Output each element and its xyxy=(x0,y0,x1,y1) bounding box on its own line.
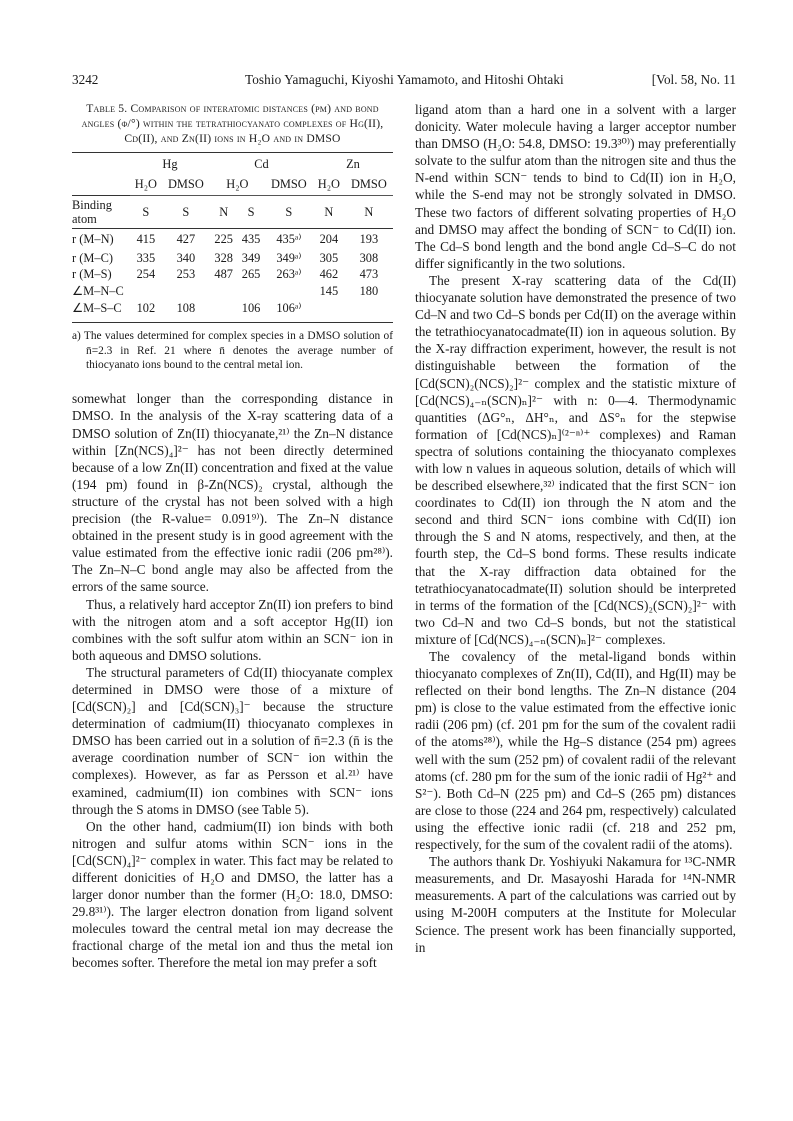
paragraph: On the other hand, cadmium(II) ion binds with both nitrogen and sulfur atoms within SCN⁻ ions in the [Cd(SCN)₄]²⁻ complex in water. This fact may be related to different donicities of H₂O and DMSO, the latter has a larger donor number than the former (H₂O: 18.0, DMSO: 29.8³¹⁾). The larger electron donation from ligand solvent molecules toward the central metal ion may decrease the fractional charge of the metal ion and thus the metal ion becomes softer. Therefore the metal ion may prefer a soft xyxy=(72,818,393,971)
metal-header: Hg xyxy=(130,153,210,173)
table-cell: S xyxy=(162,196,210,229)
table-cell xyxy=(130,283,162,300)
table-cell: 340 xyxy=(176,250,196,265)
table-cell: N xyxy=(313,196,345,229)
table-cell: 462 xyxy=(319,267,339,282)
table-cell: N xyxy=(345,196,393,229)
table-cell: 108 xyxy=(176,300,196,315)
table-cell: 106ᵃ⁾ xyxy=(276,300,302,315)
comparison-table xyxy=(72,152,393,323)
table-cell xyxy=(345,300,393,323)
table-header-solvents xyxy=(72,173,393,196)
metal-header: Zn xyxy=(313,153,393,173)
row-label: Binding atom xyxy=(72,196,130,229)
table-cell: 225 xyxy=(210,229,237,250)
solvent-header: DMSO xyxy=(162,173,210,196)
paragraph: The present X-ray scattering data of the Cd(II) thiocyanate solution have demonstrated the presence of two Cd–N and two Cd–S bonds per Cd(II) on the average within the tetrathiocyanatocadmate(II) ion in aqueous solution. By the X-ray diffraction experiment, however, the result is not distinguishable between the formation of the [Cd(SCN)₂(NCS)₂]²⁻ complex and the statistic mixture of [Cd(NCS)₄₋ₙ(SCN)ₙ]²⁻ with n: 0—4. Thermodynamic quantities (ΔG°ₙ, ΔH°ₙ, and ΔS°ₙ for the stepwise formation of [Cd(NCS)ₙ]⁽²⁻ⁿ⁾⁺ complexes) and Raman spectra of solutions containing the thiocyanato complexes with low n values in aqueous solution, details of which will be described elsewhere,³²⁾ indicated that the first SCN⁻ ion coordinates to Cd(II) ion through the N atom and the second and third SCN⁻ ions combine with Cd(II) ion through the S and N atoms, respectively, and then, at the fourth step, the Cd–S bond forms. These results indicate that the X-ray diffraction data obtained for the tetrathiocyanatocadmate(II) solution should be interpreted in terms of the formation of the [Cd(NCS)₂(SCN)₂]²⁻ with two Cd–N and two Cd–S bonds, but not the statistical mixture of [Cd(NCS)₄₋ₙ(SCN)ₙ]²⁻ complexes. xyxy=(415,272,736,647)
solvent-header: H₂O xyxy=(210,173,265,196)
paragraph: Thus, a relatively hard acceptor Zn(II) ion prefers to bind with the nitrogen atom and a soft acceptor Hg(II) ion combines with the soft sulfur atom within an SCN⁻ ion in both aqueous and DMSO solutions. xyxy=(72,596,393,663)
table-row xyxy=(72,283,393,300)
table-cell: 435ᵃ⁾ xyxy=(265,229,313,250)
page-number: 3242 xyxy=(72,72,99,87)
row-label: r (M–N) xyxy=(72,229,130,250)
table-cell: 487 xyxy=(214,267,233,282)
table-cell: 308 xyxy=(359,250,379,265)
table-cell: 265 xyxy=(241,267,261,282)
paragraph: somewhat longer than the corresponding distance in DMSO. In the analysis of the X-ray scattering data of a DMSO solution of Zn(II) thiocyanate,²¹⁾ the Zn–N distance within [Zn(NCS)₄]²⁻ has not been directly determined because of a low Zn(II) concentration and fixed at the value (194 pm) found in β-Zn(NCS)₂ crystal, although the structure of the crystal has not been solved with a high precision (the R-value= 0.091⁹⁾). The Zn–N distance obtained in the present study is in good agreement with the value estimated from the effective ionic radii (206 pm²⁸⁾). The Zn–N–C bond angle may also be affected from the errors of the same source. xyxy=(72,391,393,595)
table-cell xyxy=(162,283,210,300)
row-label: ∠M–N–C xyxy=(72,283,124,298)
table-cell: 415 xyxy=(130,229,162,250)
table-cell: S xyxy=(237,196,264,229)
table-row-binding xyxy=(72,196,393,229)
table-cell xyxy=(265,283,313,300)
row-label: r (M–S) xyxy=(72,267,112,282)
table-cell: 349ᵃ⁾ xyxy=(276,250,302,265)
metal-header: Cd xyxy=(210,153,313,173)
table-cell xyxy=(237,283,264,300)
table-cell: 335 xyxy=(136,250,156,265)
right-column xyxy=(415,101,736,956)
table-cell: 106 xyxy=(241,300,261,315)
table-cell: 263ᵃ⁾ xyxy=(276,267,302,282)
table-cell: 435 xyxy=(237,229,264,250)
table-row xyxy=(72,229,393,250)
table-cell: 328 xyxy=(214,250,233,265)
solvent-header: H₂O xyxy=(313,173,345,196)
paragraph: ligand atom than a hard one in a solvent with a larger donicity. Water molecule having a larger acceptor number than DMSO (H₂O: 54.8, DMSO: 19.3³⁰⁾) may preferentially solvate to the sulfur atom than the nitrogen site and thus the N-end within SCN⁻ tends to bind to Cd(II) ion in H₂O, while the S-end may not be strongly solvated in DMSO. These two factors of different solvating properties of H₂O and DMSO may affect the bonding of SCN⁻ to Cd(II) ion. The Cd–S bond length and the bond angle Cd–S–C do not differ significantly in the two solutions. xyxy=(415,102,736,271)
row-label: ∠M–S–C xyxy=(72,300,122,315)
table-footnote: a) The values determined for complex species in a DMSO solution of n̄=2.3 in Ref. 21 where n̄ denotes the average number of thiocyanato ions bound to the central metal ion. xyxy=(72,330,393,371)
table-cell: 145 xyxy=(319,283,339,298)
table-cell: 427 xyxy=(162,229,210,250)
paragraph: The structural parameters of Cd(II) thiocyanate complex determined in DMSO were those of a mixture of [Cd(SCN)₂] and [Cd(SCN)₃]⁻ because the structure determination of cadmium(II) thiocyanato complexes in DMSO has been carried out in a solution of n̄=2.3 (n̄ is the average coordination number of SCN⁻ ion within the complexes). However, as far as Persson et al.²¹⁾ have examined, cadmium(II) ion combines with SCN⁻ ions through the S atoms in DMSO (see Table 5). xyxy=(72,664,393,817)
table-row xyxy=(72,250,393,267)
table-cell: 305 xyxy=(319,250,339,265)
running-head-volume: [Vol. 58, No. 11 xyxy=(651,72,736,87)
table-cell: S xyxy=(265,196,313,229)
solvent-header: H₂O xyxy=(130,173,162,196)
table-row xyxy=(72,300,393,323)
table-cell: 204 xyxy=(313,229,345,250)
table-cell: 253 xyxy=(176,267,196,282)
acknowledgement: The authors thank Dr. Yoshiyuki Nakamura for ¹³C-NMR measurements, and Dr. Masayoshi Harada for ¹⁴N-NMR measurements. A part of the calculations was carried out by using M-200H computers at the Institute for Molecular Science. The present work has been financially supported, in xyxy=(415,854,736,955)
table-cell: 102 xyxy=(136,300,156,315)
left-column xyxy=(72,101,393,972)
table-cell: N xyxy=(210,196,237,229)
solvent-header: DMSO xyxy=(345,173,393,196)
table-row xyxy=(72,266,393,283)
solvent-header: DMSO xyxy=(265,173,313,196)
table-header-metals xyxy=(72,153,393,173)
table-cell: 254 xyxy=(136,267,156,282)
table-cell xyxy=(210,283,237,300)
paragraph: The covalency of the metal-ligand bonds within thiocyanato complexes of Zn(II), Cd(II), and Hg(II) may be reflected on their bond lengths. The Zn–N distance (204 pm) is close to the value estimated from the effective ionic radii (206 pm) (cf. 201 pm for the sum of the covalent radii of the atoms²⁸⁾), while the Hg–S distance (254 pm) agrees well with the sum (252 pm) of covalent radii of the relevant atoms (cf. 280 pm for the sum of the ionic radii of Hg²⁺ and S²⁻). Both Cd–N (225 pm) and Cd–S (265 pm) distances are close to those (224 and 264 pm, respectively) calculated using the effective ionic radii (cf. 218 and 252 pm, respectively, for the sum of the covalent radii of the atoms). xyxy=(415,649,736,853)
table-cell: S xyxy=(130,196,162,229)
table-cell xyxy=(313,300,345,323)
table-bottom-rule xyxy=(72,323,393,324)
table-caption: Table 5. Comparison of interatomic distances (pm) and bond angles (φ/°) within the tetrathiocyanato complexes of Hg(II), Cd(II), and Zn(II) ions in H₂O and in DMSO xyxy=(81,102,384,145)
table-cell: 473 xyxy=(359,267,379,282)
table-cell xyxy=(210,300,237,323)
table-cell: 349 xyxy=(241,250,261,265)
table-cell: 180 xyxy=(359,283,379,298)
row-label: r (M–C) xyxy=(72,250,113,265)
table-cell: 193 xyxy=(345,229,393,250)
running-head-authors: Toshio Yamaguchi, Kiyoshi Yamamoto, and Hitoshi Ohtaki xyxy=(245,72,564,87)
